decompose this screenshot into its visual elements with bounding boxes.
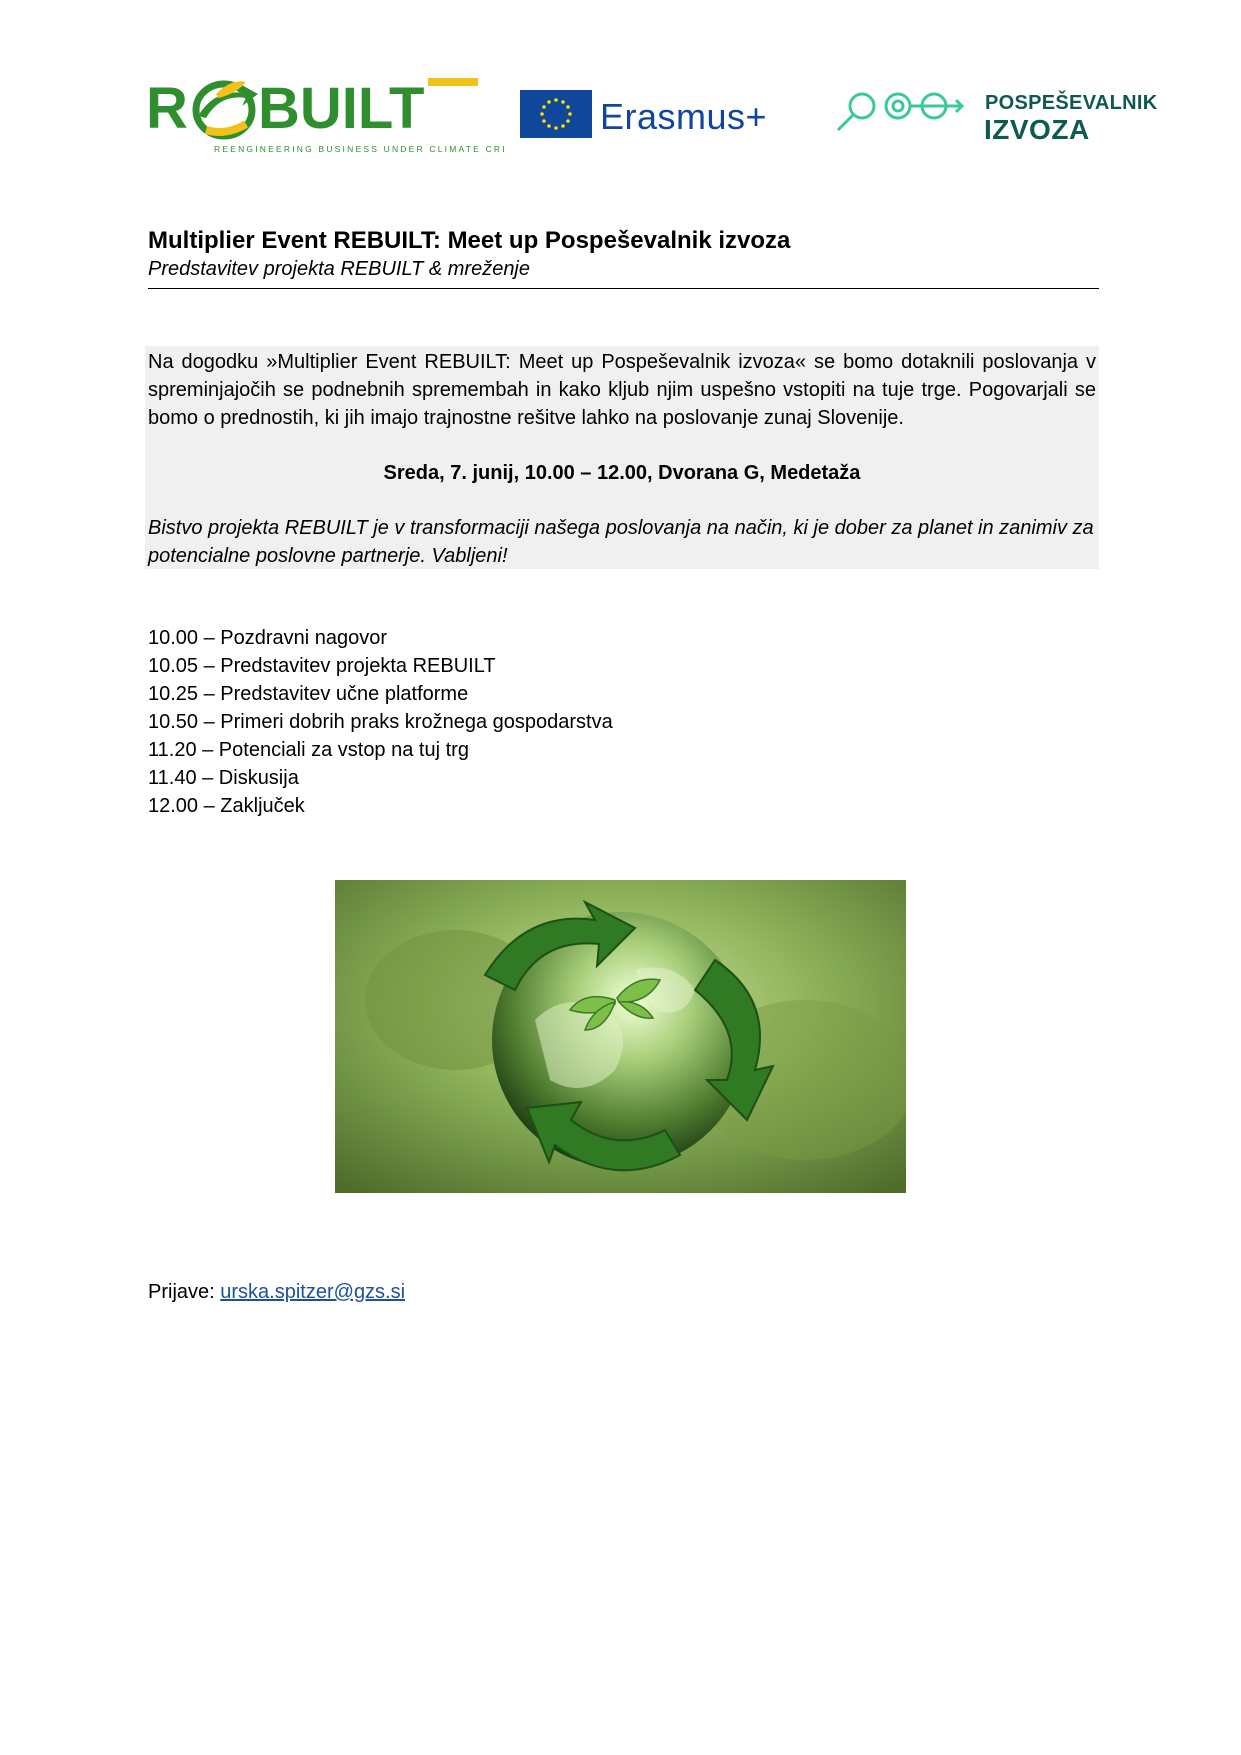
intro-box [145, 346, 1099, 569]
pospesevalnik-line1: POSPEŠEVALNIK [985, 92, 1158, 114]
agenda-list [148, 624, 613, 820]
pospesevalnik-symbol-icon [826, 86, 976, 146]
agenda-item: 10.05 – Predstavitev projekta REBUILT [148, 655, 496, 677]
rebuilt-logo [146, 72, 506, 156]
agenda-item: 11.40 – Diskusija [148, 767, 299, 789]
agenda-item: 10.00 – Pozdravni nagovor [148, 627, 388, 649]
signup-label: Prijave: [148, 1281, 215, 1303]
header-logos [146, 72, 1158, 156]
rebuilt-tagline: REENGINEERING BUSINESS UNDER CLIMATE CRISIS [214, 144, 506, 154]
signup-email-link[interactable]: urska.spitzer@gzs.si [220, 1281, 406, 1303]
recycling-globe-image [335, 880, 906, 1193]
pospesevalnik-line2: IZVOZA [984, 114, 1090, 145]
title-block [148, 226, 1099, 289]
document-title: Multiplier Event REBUILT: Meet up Pospeševalnik izvoza [148, 227, 791, 254]
document-subtitle: Predstavitev projekta REBUILT & mreženje [148, 258, 531, 280]
agenda-item: 12.00 – Zaključek [148, 795, 305, 817]
rebuilt-logo-word: BUILT [258, 76, 425, 141]
closing-paragraph: Bistvo projekta REBUILT je v transformaciji našega poslovanja na način, ki je dober za planet in zanimiv za potencialne poslovne partnerje. Vabljeni! [148, 517, 1094, 567]
pospesevalnik-logo [826, 92, 1158, 152]
event-details: Sreda, 7. junij, 10.00 – 12.00, Dvorana G, Medetaža [383, 462, 861, 484]
eu-flag-icon [520, 90, 592, 138]
agenda-item: 10.25 – Predstavitev učne platforme [148, 683, 469, 705]
erasmus-logo [520, 90, 768, 138]
agenda-item: 11.20 – Potenciali za vstop na tuj trg [148, 739, 469, 761]
signup-line [148, 1278, 405, 1306]
intro-paragraph: Na dogodku »Multiplier Event REBUILT: Meet up Pospeševalnik izvoza« se bomo dotaknili poslovanja v spreminjajočih se podnebnih spremembah in kako kljub njim uspešno vstopiti na tuje trge. Pogovarjali se bomo o prednostih, ki jih imajo trajnostne rešitve lahko na poslovanje zunaj Slovenije. [148, 351, 1096, 429]
svg-text:R: R [146, 76, 188, 141]
erasmus-label: Erasmus+ [600, 96, 768, 137]
agenda-item: 10.50 – Primeri dobrih praks krožnega gospodarstva [148, 711, 613, 733]
